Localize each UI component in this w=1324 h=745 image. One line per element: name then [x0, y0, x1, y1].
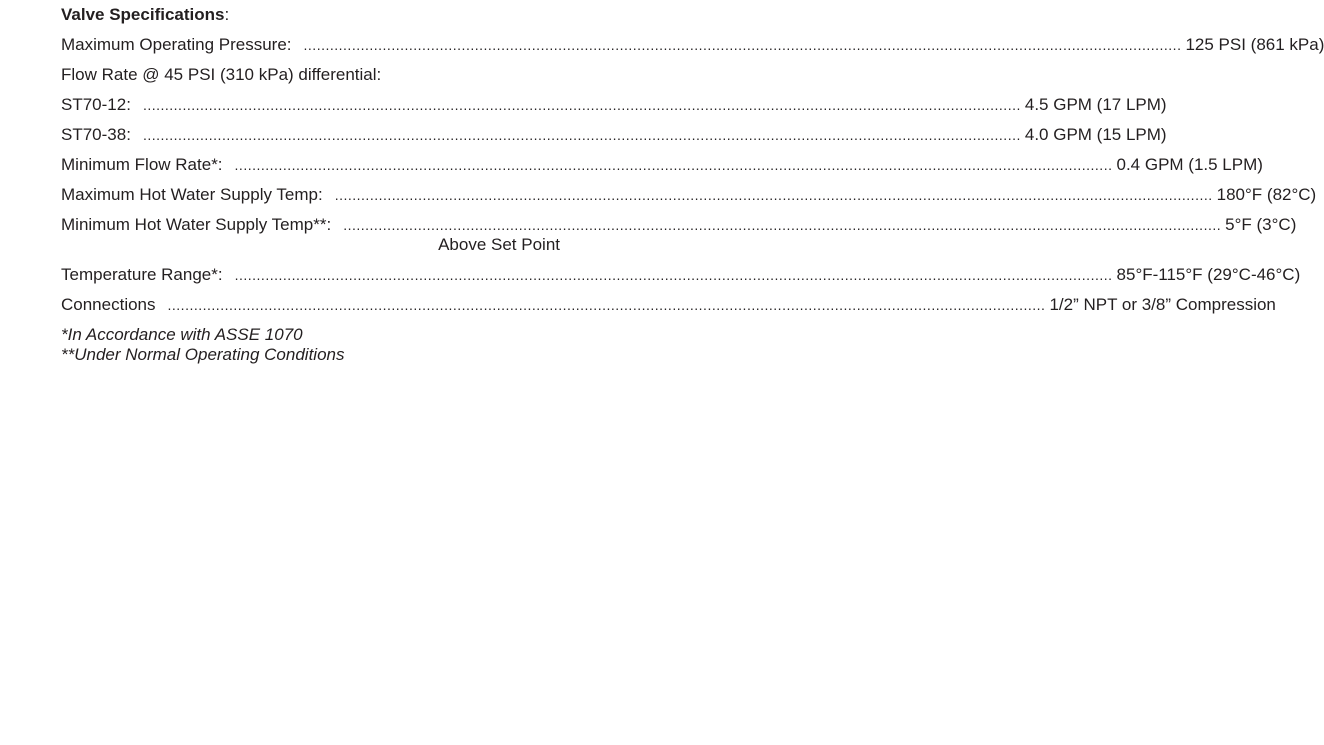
spec-row-minimum-flow-rate [61, 155, 1263, 175]
specifications-heading [61, 5, 564, 25]
dot-leader: ........................................................................................................................................................................................................ [234, 157, 1113, 173]
spec-row-st70-38 [61, 125, 1167, 145]
spec-value-continuation: Above Set Point [438, 235, 560, 254]
spec-row-max-operating-pressure [61, 35, 1324, 55]
spec-label: Connections [61, 295, 156, 314]
dot-leader: ........................................................................................................................................................................................................ [343, 217, 1222, 233]
spec-value: 4.0 GPM (15 LPM) [1024, 125, 1167, 144]
spec-label: ST70-38: [61, 125, 131, 144]
spec-row-min-hot-water-supply-temp [61, 215, 1297, 235]
spec-label: ST70-12: [61, 95, 131, 114]
spec-label: Minimum Flow Rate*: [61, 155, 223, 174]
heading-colon: : [224, 5, 230, 24]
spec-value: 0.4 GPM (1.5 LPM) [1116, 155, 1263, 174]
dot-leader: ........................................................................................................................................................................................................ [167, 297, 1046, 313]
flow-rate-heading: Flow Rate @ 45 PSI (310 kPa) differential: [61, 65, 382, 84]
spec-label: Maximum Operating Pressure: [61, 35, 292, 54]
spec-label: Maximum Hot Water Supply Temp: [61, 185, 323, 204]
spec-label: Temperature Range*: [61, 265, 223, 284]
spec-row-connections [61, 295, 1276, 315]
footnote-double-asterisk: **Under Normal Operating Conditions [61, 345, 345, 364]
valve-specifications [61, 5, 1324, 365]
heading-text: Valve Specifications [61, 5, 225, 24]
spec-row-temperature-range [61, 265, 1301, 285]
flow-rate-heading-row [61, 65, 564, 85]
dot-leader: ........................................................................................................................................................................................................ [234, 267, 1113, 283]
spec-value: 85°F-115°F (29°C-46°C) [1116, 265, 1301, 284]
footnotes [61, 325, 564, 365]
spec-value: 125 PSI (861 kPa) [1185, 35, 1324, 54]
spec-value: 1/2” NPT or 3/8” Compression [1049, 295, 1276, 314]
spec-value: 4.5 GPM (17 LPM) [1024, 95, 1167, 114]
dot-leader: ........................................................................................................................................................................................................ [142, 97, 1021, 113]
dot-leader: ........................................................................................................................................................................................................ [142, 127, 1021, 143]
dot-leader: ........................................................................................................................................................................................................ [334, 187, 1213, 203]
footnote-single-asterisk: *In Accordance with ASSE 1070 [61, 325, 303, 344]
dot-leader: ........................................................................................................................................................................................................ [303, 37, 1182, 53]
spec-value: 180°F (82°C) [1216, 185, 1317, 204]
spec-row-max-hot-water-supply-temp [61, 185, 1317, 205]
spec-value: 5°F (3°C) [1225, 215, 1297, 234]
spec-row-st70-12 [61, 95, 1167, 115]
spec-label: Minimum Hot Water Supply Temp**: [61, 215, 332, 234]
